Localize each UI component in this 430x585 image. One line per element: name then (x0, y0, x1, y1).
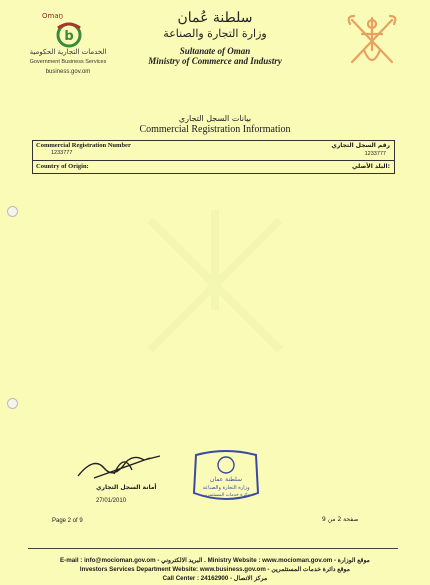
cr-number-row (33, 141, 394, 161)
stamp-line1: سلطنة عمان (209, 476, 243, 483)
stamp-line3: دائرة خدمات المستثمرين (202, 493, 250, 498)
svg-text:b: b (64, 29, 74, 44)
footer-investors-website: Investors Services Department Website: www.business.gov.om - موقع دائرة خدمات المستثمرين (79, 566, 351, 573)
footer-call-center: Call Center : 24162900 - مركز الاتصال (162, 575, 268, 582)
country-row (33, 161, 394, 174)
oman-emblem-icon (342, 10, 402, 72)
stamp-line2: وزارة التجارة والصناعة (202, 485, 250, 491)
country-label-ar: البلد الأصلي: (351, 163, 390, 170)
emblem-watermark (120, 190, 310, 370)
ministry-english: Ministry of Commerce and Industry (148, 56, 282, 66)
punch-hole (7, 398, 18, 409)
logo-website-text: business.gov.om (45, 69, 91, 75)
cr-number-label: Commercial Registration Number (36, 142, 131, 149)
registration-info-table (32, 140, 395, 174)
signature-date: 27/01/2010 (96, 498, 127, 504)
sultanate-english: Sultanate of Oman (179, 46, 251, 56)
ministry-arabic: وزارة التجارة والصناعة (163, 27, 267, 40)
country-label: Country of Origin: (36, 163, 89, 170)
sultanate-arabic: سلطنة عُمان (177, 10, 253, 26)
signature-mark (74, 448, 164, 484)
business-logo-icon (54, 18, 84, 48)
signature-label: أمانة السجل التجاري (96, 484, 157, 491)
ministry-stamp (188, 445, 264, 507)
page-number-english: Page 2 of 9 (52, 518, 83, 524)
title-english: Commercial Registration Information (139, 124, 291, 135)
cr-number-value-ar: 1233777 (364, 151, 386, 157)
punch-hole (7, 206, 18, 217)
logo-brand-text: Omaṉ (42, 12, 64, 20)
title-arabic: بيانات السجل التجاري (178, 114, 252, 123)
cr-number-label-ar: رقم السجل التجاري (331, 142, 390, 149)
footer-email-website: E-mail : info@mocioman.gov.om - البريد الالكتروني . Ministry Website : www.mocioman.gov.om - موقع الوزارة (60, 557, 370, 564)
logo-arabic-text: الخدمات التجارية الحكومية (29, 48, 107, 56)
footer-divider (28, 548, 398, 549)
cr-number-value: 1233777 (51, 150, 73, 156)
logo-english-text: Government Business Services (29, 59, 107, 65)
page-number-arabic: صفحة 2 من 9 (322, 516, 359, 523)
ministry-heading (140, 10, 290, 66)
